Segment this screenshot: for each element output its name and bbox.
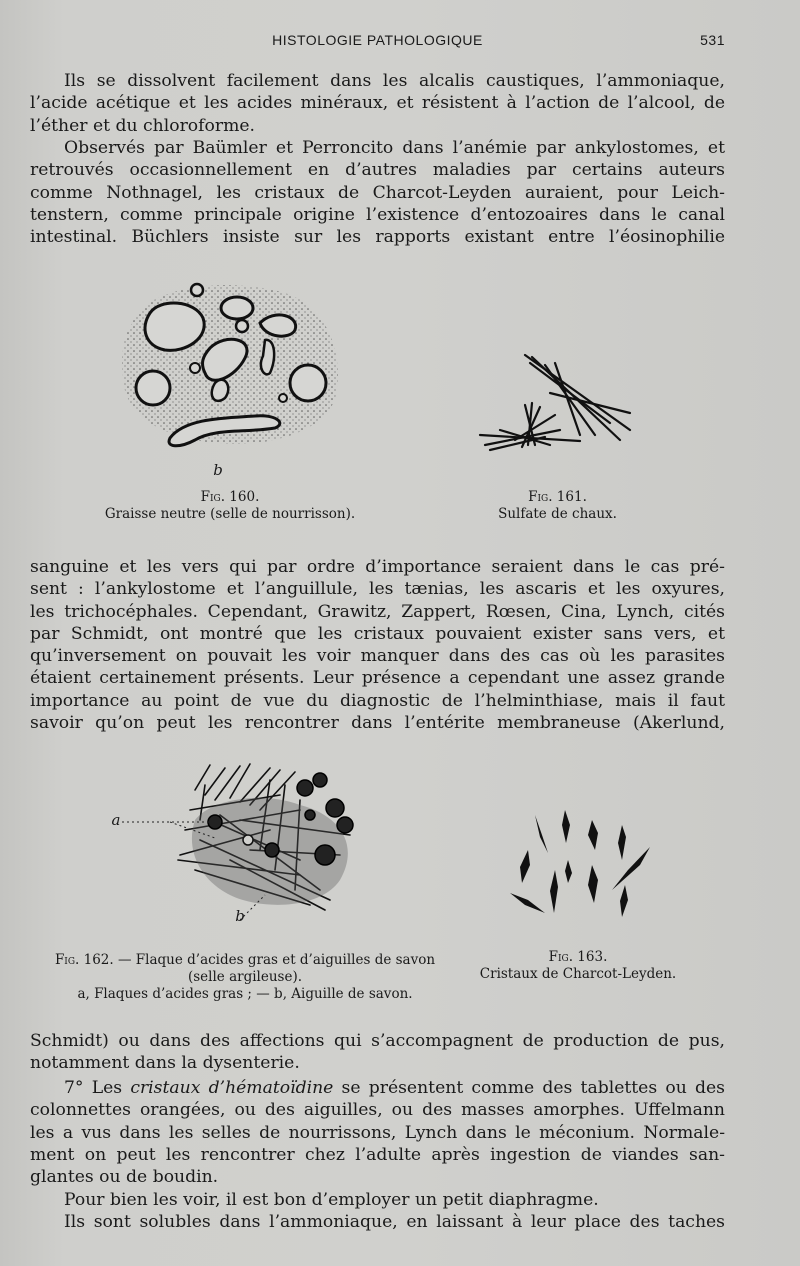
paragraph-7 — [30, 1211, 725, 1233]
text-line: comme Nothnagel, les cristaux de Charcot-Leyden auraient, pour Leich- — [30, 182, 725, 203]
figure-160-label: Fig. 160. — [200, 489, 260, 505]
text-line: sent : l’ankylostome et l’anguillule, les tænias, les ascaris et les oxyures, — [30, 579, 725, 600]
text-line: Observés par Baümler et Perroncito dans l’anémie par ankylostomes, et — [64, 138, 725, 158]
running-header — [30, 32, 725, 54]
running-title: HISTOLOGIE PATHOLOGIQUE — [272, 32, 483, 48]
text-line: glantes ou de boudin. — [30, 1167, 219, 1188]
text-line: colonnettes orangées, ou des aiguilles, ou des masses amorphes. Uffelmann — [30, 1100, 725, 1121]
figure-160-caption-text: Graisse neutre (selle de nourrisson). — [104, 506, 356, 522]
text-line: étaient certainement présents. Leur présence a cependant une assez grande — [30, 668, 725, 689]
text-line: Pour bien les voir, il est bon d’employer un petit diaphragme. — [64, 1190, 599, 1210]
text-line: Schmidt) ou dans des affections qui s’accompagnent de production de pus, — [30, 1031, 725, 1051]
figure-163-caption-text: Cristaux de Charcot-Leyden. — [479, 966, 677, 982]
figure-162-caption-line1: — Flaque d’acides gras et d’aiguilles de savon — [113, 952, 436, 968]
text-line: ment on peut les rencontrer chez l’adulte après ingestion de viandes san- — [30, 1144, 725, 1165]
text-line: l’éther et du chloroforme. — [30, 115, 255, 136]
paragraph-5 — [30, 1077, 725, 1188]
text-line: sanguine et les vers qui par ordre d’importance seraient dans le cas pré- — [30, 557, 725, 577]
text-line: notamment dans la dysenterie. — [30, 1053, 300, 1074]
figure-160-letter: b — [213, 461, 223, 479]
text-line: par Schmidt, ont montré que les cristaux pouvaient exister sans vers, et — [30, 623, 725, 644]
text-line: l’acide acétique et les acides minéraux, et résistent à l’action de l’alcool, de — [30, 93, 725, 114]
p5-prefix: 7° Les — [64, 1078, 131, 1098]
figure-162-letter-b: b — [235, 907, 245, 925]
figure-162-caption — [30, 952, 460, 1003]
figure-160-caption — [90, 489, 370, 523]
figure-160-illustration — [115, 278, 345, 468]
text-line: qu’inversement on pouvait les voir manquer dans des cas où les parasites — [30, 646, 725, 667]
text-line: Ils se dissolvent facilement dans les alcalis caustiques, l’ammoniaque, — [64, 71, 725, 91]
figure-163-illustration — [500, 805, 660, 920]
text-line: tenstern, comme principale origine l’existence d’entozoaires dans le canal — [30, 204, 725, 225]
figure-161-label: Fig. 161. — [528, 489, 587, 505]
figure-162-caption-line2: (selle argileuse). — [187, 969, 303, 985]
text-line: Ils sont solubles dans l’ammoniaque, en laissant à leur place des taches — [64, 1212, 725, 1232]
text-line — [30, 1077, 725, 1099]
figure-163-caption — [478, 949, 678, 983]
figure-161-caption-text: Sulfate de chaux. — [498, 506, 617, 522]
paragraph-3 — [30, 556, 725, 734]
p5-italic-term: cristaux d’hématoïdine — [130, 1078, 334, 1098]
text-line: retrouvés occasionnellement en d’autres maladies par certains auteurs — [30, 160, 725, 181]
text-line: importance au point de vue du diagnostic de l’helminthiase, mais il faut — [30, 690, 725, 711]
figure-162-letter-a: a — [111, 811, 121, 829]
paragraph-1 — [30, 70, 725, 137]
text-line: les trichocéphales. Cependant, Grawitz, Zappert, Rœsen, Cina, Lynch, cités — [30, 601, 725, 622]
figure-161-illustration — [470, 345, 640, 465]
paragraph-2 — [30, 137, 725, 248]
figure-162-caption-line3: a, Flaques d’acides gras ; — b, Aiguille de savon. — [77, 986, 413, 1002]
paragraph-6 — [30, 1189, 725, 1211]
figure-163-label: Fig. 163. — [548, 949, 608, 965]
page-number: 531 — [700, 32, 725, 48]
text-line: savoir qu’on peut les rencontrer dans l’entérite membraneuse (Akerlund, — [30, 713, 725, 734]
paragraph-4 — [30, 1030, 725, 1075]
text-line: intestinal. Büchlers insiste sur les rapports existant entre l’éosinophilie — [30, 227, 725, 248]
p5-suffix: se présentent comme des tablettes ou des — [333, 1078, 725, 1098]
figure-161-caption — [475, 489, 640, 523]
text-line: les a vus dans les selles de nourrissons, Lynch dans le méconium. Normale- — [30, 1122, 725, 1143]
figure-162-label: Fig. 162. — [54, 952, 114, 968]
